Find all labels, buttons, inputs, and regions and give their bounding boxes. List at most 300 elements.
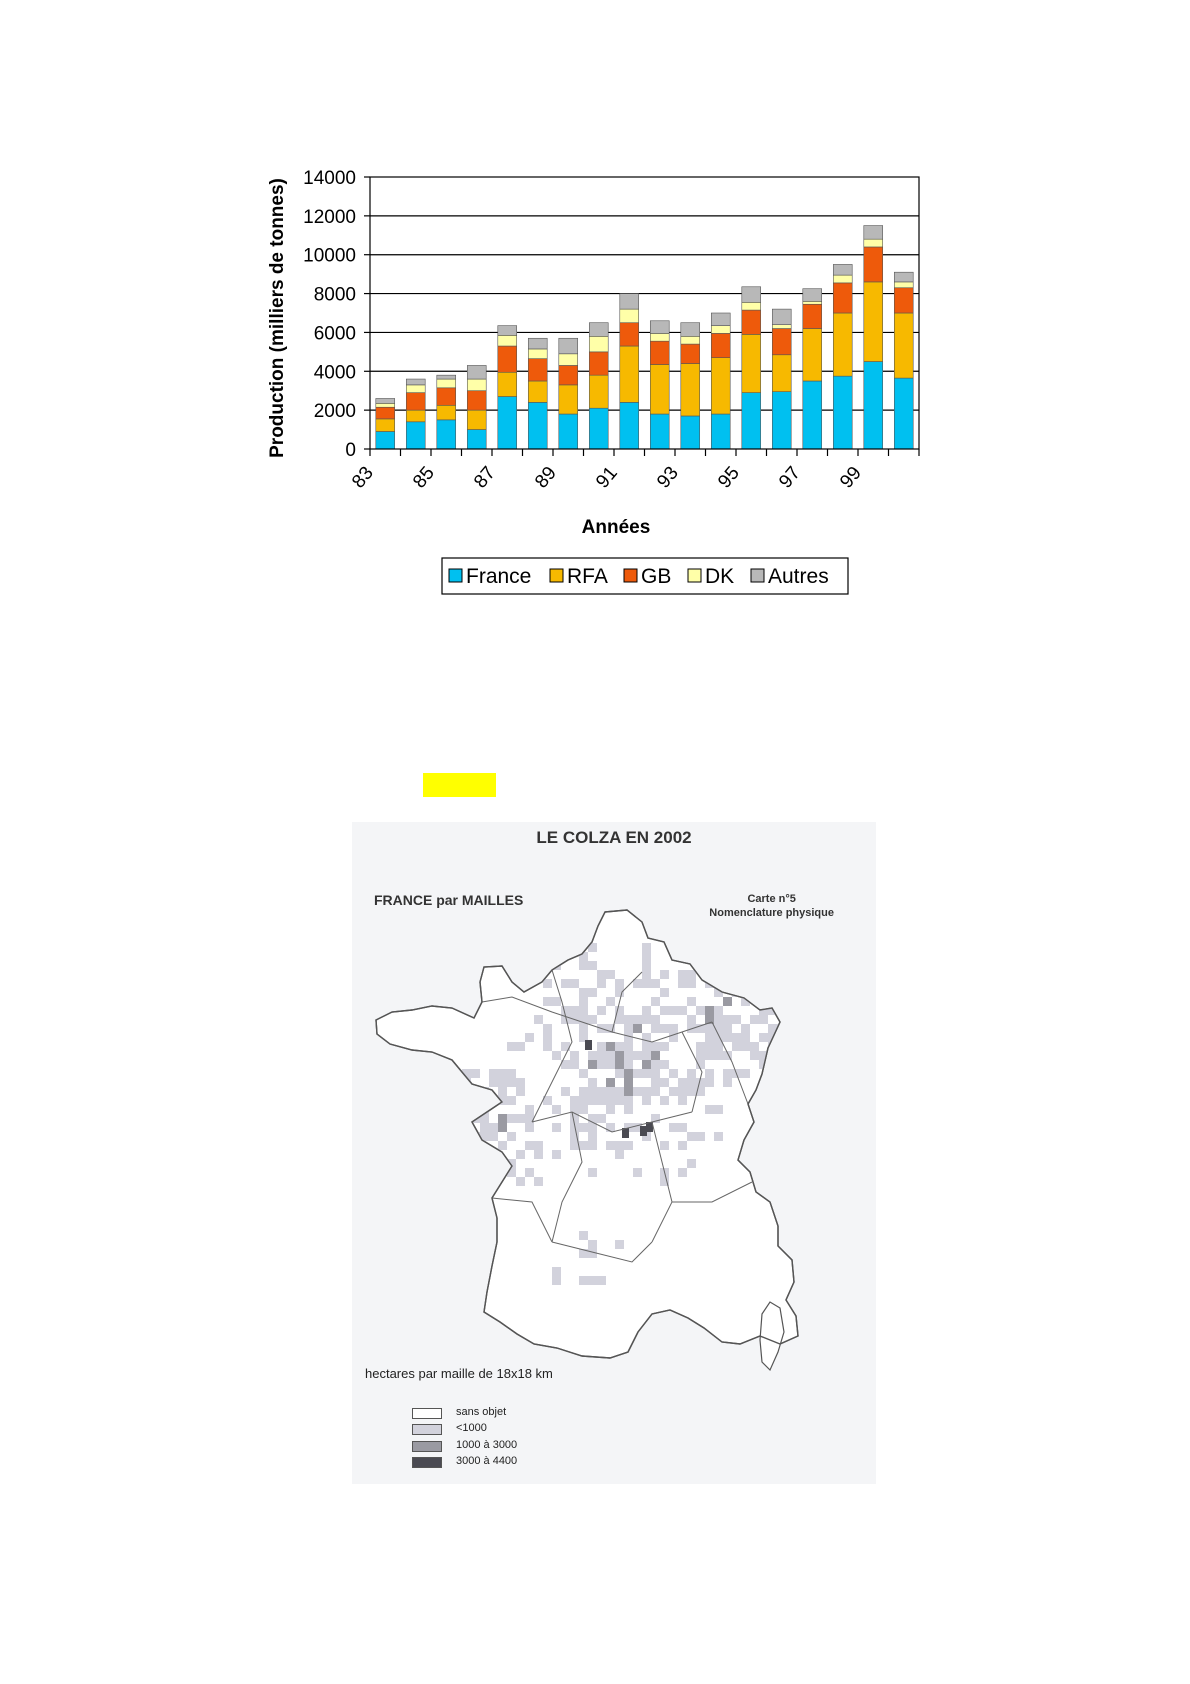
map-cell (723, 1069, 732, 1078)
map-cell (471, 1159, 480, 1168)
map-cell (480, 1105, 489, 1114)
map-cell (489, 1078, 498, 1087)
map-cell (516, 1078, 525, 1087)
map-cell (741, 943, 750, 952)
map-cell (714, 943, 723, 952)
map-cell (714, 970, 723, 979)
map-cell (759, 961, 768, 970)
map-cell (606, 1123, 615, 1132)
bar-segment-rfa (528, 381, 547, 402)
map-cell (579, 1141, 588, 1150)
map-cell (633, 1069, 642, 1078)
bar-segment-autres (376, 398, 395, 403)
map-cell (516, 1150, 525, 1159)
legend-label: 1000 à 3000 (456, 1439, 518, 1451)
bar-segment-gb (894, 288, 913, 313)
map-cell (714, 979, 723, 988)
map-cell (579, 952, 588, 961)
map-cell (732, 970, 741, 979)
map-cell (489, 1168, 498, 1177)
map-cell (678, 1087, 687, 1096)
legend-label: sans objet (456, 1406, 507, 1418)
map-cell-high (585, 1040, 592, 1050)
map-cell (705, 1105, 714, 1114)
map-cell (579, 988, 588, 997)
map-cell (588, 1015, 597, 1024)
map-cell (462, 1078, 471, 1087)
map-cell (606, 970, 615, 979)
map-cell (615, 1150, 624, 1159)
map-cell (651, 1069, 660, 1078)
map-cell (615, 1069, 624, 1078)
map-cell (669, 1087, 678, 1096)
map-cell (705, 1024, 714, 1033)
bar-segment-rfa (894, 313, 913, 378)
bar-segment-gb (498, 346, 517, 372)
map-cell (678, 1006, 687, 1015)
map-cell (651, 1015, 660, 1024)
map-cell (597, 1006, 606, 1015)
map-cell (687, 1087, 696, 1096)
bar-segment-rfa (681, 364, 700, 416)
legend-swatch-rfa (550, 569, 563, 582)
bar-segment-autres (406, 379, 425, 385)
map-cell (570, 1051, 579, 1060)
bar-segment-autres (681, 323, 700, 337)
map-cell (660, 1078, 669, 1087)
map-cell (552, 997, 561, 1006)
chart-bars (376, 226, 913, 449)
bar-segment-gb (803, 304, 822, 328)
bar-segment-rfa (620, 346, 639, 402)
map-cell (642, 1060, 651, 1069)
map-cell (714, 1105, 723, 1114)
map-cell (507, 1078, 516, 1087)
bar-segment-autres (803, 289, 822, 302)
bar-segment-autres (498, 326, 517, 336)
y-axis-label: Production (milliers de tonnes) (267, 178, 288, 458)
map-cell (651, 1024, 660, 1033)
bar-segment-france (864, 362, 883, 449)
map-cell (642, 1069, 651, 1078)
y-tick-label: 12000 (303, 206, 356, 228)
legend-label-gb: GB (641, 565, 672, 588)
map-cell (678, 1141, 687, 1150)
map-cell (660, 1042, 669, 1051)
map-cell (579, 1096, 588, 1105)
map-cell (462, 1132, 471, 1141)
map-cell (624, 1033, 633, 1042)
map-cell (723, 1015, 732, 1024)
map-cell (714, 1015, 723, 1024)
map-cell (624, 1105, 633, 1114)
map-cell (444, 1105, 453, 1114)
map-cell (588, 1276, 597, 1285)
bar-segment-france (559, 414, 578, 449)
x-tick-label: 83 (348, 462, 378, 493)
map-cell (606, 997, 615, 1006)
map-cell (498, 1087, 507, 1096)
map-cell (714, 1051, 723, 1060)
bar-segment-autres (833, 264, 852, 275)
map-cell (732, 1015, 741, 1024)
map-cell (615, 1096, 624, 1105)
map-cell (570, 1060, 579, 1069)
map-cell (579, 1231, 588, 1240)
map-cell (624, 1141, 633, 1150)
map-cell (525, 1168, 534, 1177)
map-cell (516, 1042, 525, 1051)
bar-segment-rfa (864, 282, 883, 362)
map-cell (606, 1042, 615, 1051)
map-cell (741, 1069, 750, 1078)
map-cell (741, 988, 750, 997)
map-cell (498, 1141, 507, 1150)
map-cell (480, 1168, 489, 1177)
map-cell (498, 1114, 507, 1123)
map-cell (624, 1051, 633, 1060)
map-cell (642, 1096, 651, 1105)
bar-segment-gb (376, 407, 395, 419)
map-cell (642, 979, 651, 988)
map-cell (507, 1114, 516, 1123)
map-cell (579, 997, 588, 1006)
map-cell (723, 997, 732, 1006)
bar-segment-gb (681, 344, 700, 363)
legend-swatch (412, 1408, 442, 1419)
production-chart (0, 0, 1190, 620)
map-cell (642, 1087, 651, 1096)
bar-segment-dk (528, 349, 547, 359)
map-cell (471, 1141, 480, 1150)
map-cell (777, 1051, 786, 1060)
bar-segment-gb (711, 333, 730, 357)
bar-segment-dk (406, 385, 425, 393)
map-cell (606, 1060, 615, 1069)
legend-swatch-dk (688, 569, 701, 582)
map-cell (570, 1006, 579, 1015)
map-cell (642, 1015, 651, 1024)
bar-segment-france (589, 408, 608, 449)
bar-segment-france (406, 422, 425, 449)
map-cell (777, 988, 786, 997)
map-cell (633, 1051, 642, 1060)
map-cell (741, 1024, 750, 1033)
y-tick-label: 2000 (313, 401, 356, 423)
map-cell (534, 1015, 543, 1024)
map-cell (453, 1105, 462, 1114)
map-cell (435, 1123, 444, 1132)
map-cell (624, 1096, 633, 1105)
bar-segment-dk (589, 336, 608, 352)
bar-segment-dk (437, 379, 456, 388)
map-cell (714, 1006, 723, 1015)
y-tick-label: 4000 (313, 362, 356, 384)
bar-segment-rfa (742, 334, 761, 392)
bar-segment-france (376, 432, 395, 449)
bar-segment-gb (406, 393, 425, 410)
map-cell (705, 952, 714, 961)
map-cell (462, 1150, 471, 1159)
bar-segment-rfa (437, 405, 456, 420)
bar-segment-rfa (711, 358, 730, 414)
map-cell (687, 979, 696, 988)
bar-segment-rfa (833, 313, 852, 376)
map-cell (516, 1177, 525, 1186)
bar-segment-france (650, 414, 669, 449)
map-cell (660, 925, 669, 934)
map-cell (777, 961, 786, 970)
bar-segment-france (803, 381, 822, 449)
map-cell (561, 1087, 570, 1096)
map-cell (741, 979, 750, 988)
map-cell (552, 1051, 561, 1060)
map-cell (579, 1006, 588, 1015)
map-cell (570, 979, 579, 988)
map-cell (687, 1132, 696, 1141)
map-cell (480, 1123, 489, 1132)
map-cell (777, 1069, 786, 1078)
map-cell (678, 979, 687, 988)
map-cell (597, 1087, 606, 1096)
y-tick-label: 6000 (313, 323, 356, 345)
map-cell (705, 970, 714, 979)
map-cell (516, 1087, 525, 1096)
map-cell (624, 1024, 633, 1033)
map-cell (525, 1105, 534, 1114)
map-cell (480, 1186, 489, 1195)
map-cell (669, 916, 678, 925)
map-cell (660, 1141, 669, 1150)
map-cell (570, 1096, 579, 1105)
map-cell (705, 961, 714, 970)
map-cell (660, 1060, 669, 1069)
map-cell (507, 1069, 516, 1078)
map-cell (624, 1060, 633, 1069)
y-axis-ticks (303, 168, 370, 461)
map-cell (480, 1150, 489, 1159)
map-cell (642, 970, 651, 979)
map-cell (435, 1177, 444, 1186)
map-cell (624, 1069, 633, 1078)
chart-legend (442, 558, 848, 594)
bar-segment-france (742, 393, 761, 449)
map-cell (588, 1096, 597, 1105)
map-cell (579, 1024, 588, 1033)
map-cell (714, 1132, 723, 1141)
bar-segment-rfa (559, 385, 578, 414)
map-cell (696, 1006, 705, 1015)
map-cell (615, 988, 624, 997)
map-cell (642, 1051, 651, 1060)
legend-swatch-france (449, 569, 462, 582)
map-cell (579, 1105, 588, 1114)
map-cell (732, 1033, 741, 1042)
map-cell (759, 1015, 768, 1024)
bar-segment-dk (681, 336, 700, 344)
bar-segment-france (681, 416, 700, 449)
map-cell (498, 1123, 507, 1132)
bar-segment-autres (467, 365, 486, 379)
map-cell (705, 1051, 714, 1060)
yellow-highlight-box (423, 773, 496, 797)
france-grid-map (352, 822, 876, 1484)
x-tick-label: 97 (775, 462, 805, 493)
map-cell (678, 1168, 687, 1177)
bar-segment-autres (864, 226, 883, 240)
corsica-outline (760, 1302, 784, 1370)
map-cell (624, 1078, 633, 1087)
map-cell (525, 1123, 534, 1132)
bar-segment-gb (437, 388, 456, 405)
map-cell (579, 1069, 588, 1078)
bar-segment-france (894, 378, 913, 449)
map-cell (588, 1078, 597, 1087)
x-axis-label: Années (581, 517, 651, 538)
map-cell (543, 979, 552, 988)
bar-segment-dk (772, 325, 791, 329)
map-cell (723, 1033, 732, 1042)
map-title: LE COLZA EN 2002 (536, 828, 692, 847)
map-cell (435, 1168, 444, 1177)
map-cell (588, 1087, 597, 1096)
map-card-info (709, 892, 834, 920)
bar-segment-dk (711, 326, 730, 334)
map-cell (732, 979, 741, 988)
map-cell (588, 1141, 597, 1150)
map-cell (597, 1042, 606, 1051)
map-cell (687, 1069, 696, 1078)
map-cell (642, 961, 651, 970)
map-cell (588, 1114, 597, 1123)
bar-segment-dk (376, 403, 395, 407)
legend-swatch (412, 1441, 442, 1452)
map-cell (579, 961, 588, 970)
map-cell (606, 1141, 615, 1150)
bar-segment-dk (894, 282, 913, 288)
bar-segment-france (528, 402, 547, 449)
map-cell (705, 1033, 714, 1042)
map-cell (534, 1141, 543, 1150)
bar-segment-france (711, 414, 730, 449)
map-cell (633, 1015, 642, 1024)
map-cell (597, 1051, 606, 1060)
map-cell (516, 1114, 525, 1123)
map-cell (768, 1069, 777, 1078)
map-cell (732, 961, 741, 970)
bar-segment-autres (742, 287, 761, 303)
map-cell (651, 1051, 660, 1060)
map-cell (597, 1114, 606, 1123)
map-cell (471, 1105, 480, 1114)
map-cell (696, 1060, 705, 1069)
bar-segment-dk (803, 301, 822, 304)
bar-segment-gb (772, 329, 791, 355)
map-cell (588, 988, 597, 997)
legend-label-rfa: RFA (567, 565, 608, 588)
map-cell (651, 1078, 660, 1087)
map-cell (579, 1123, 588, 1132)
map-cell (750, 1051, 759, 1060)
map-cell (561, 1006, 570, 1015)
x-axis-ticks (348, 449, 919, 492)
map-cell (768, 1051, 777, 1060)
map-cell (543, 997, 552, 1006)
map-cell (507, 1132, 516, 1141)
bar-segment-dk (559, 354, 578, 366)
map-cell (588, 1051, 597, 1060)
map-cell (453, 1096, 462, 1105)
map-cell (597, 970, 606, 979)
bar-segment-autres (711, 313, 730, 326)
map-cell (723, 961, 732, 970)
map-cell (687, 1078, 696, 1087)
map-cell (642, 1042, 651, 1051)
map-cell (561, 979, 570, 988)
map-cell (732, 1042, 741, 1051)
map-cell (687, 997, 696, 1006)
map-cell (462, 1105, 471, 1114)
map-cell (606, 1078, 615, 1087)
map-cell (624, 1042, 633, 1051)
legend-label-autres: Autres (768, 565, 829, 588)
map-cell (723, 970, 732, 979)
map-cell (669, 1123, 678, 1132)
map-cell (768, 970, 777, 979)
map-cell (615, 1087, 624, 1096)
map-cell (588, 1168, 597, 1177)
map-cell (723, 1078, 732, 1087)
map-cell (444, 1150, 453, 1159)
map-cell (552, 1267, 561, 1276)
map-cell (534, 1150, 543, 1159)
map-cell (651, 979, 660, 988)
map-cell (660, 1024, 669, 1033)
map-cell (678, 970, 687, 979)
map-cell (615, 979, 624, 988)
map-cell (750, 1042, 759, 1051)
map-cell (615, 1051, 624, 1060)
bar-segment-gb (589, 352, 608, 375)
map-cell (552, 1150, 561, 1159)
map-cell (795, 1024, 804, 1033)
bar-segment-rfa (467, 410, 486, 429)
bar-segment-autres (559, 338, 578, 354)
legend-label-dk: DK (705, 565, 735, 588)
bar-segment-rfa (498, 372, 517, 396)
bar-segment-rfa (772, 355, 791, 392)
map-cell (642, 952, 651, 961)
legend-swatch-gb (624, 569, 637, 582)
map-cell (489, 1069, 498, 1078)
map-cell (642, 943, 651, 952)
map-cell (471, 1069, 480, 1078)
map-cell (606, 1087, 615, 1096)
bar-segment-gb (833, 283, 852, 313)
map-cell (498, 1069, 507, 1078)
x-tick-label: 93 (653, 462, 683, 493)
map-cell (687, 1015, 696, 1024)
map-cell (660, 1006, 669, 1015)
legend-swatch-autres (751, 569, 764, 582)
map-cell (777, 997, 786, 1006)
map-card-nomenclature: Nomenclature physique (709, 907, 834, 919)
bar-segment-gb (467, 391, 486, 410)
map-cell (660, 988, 669, 997)
map-cell (651, 1042, 660, 1051)
bar-segment-autres (437, 375, 456, 379)
map-cell (678, 1123, 687, 1132)
